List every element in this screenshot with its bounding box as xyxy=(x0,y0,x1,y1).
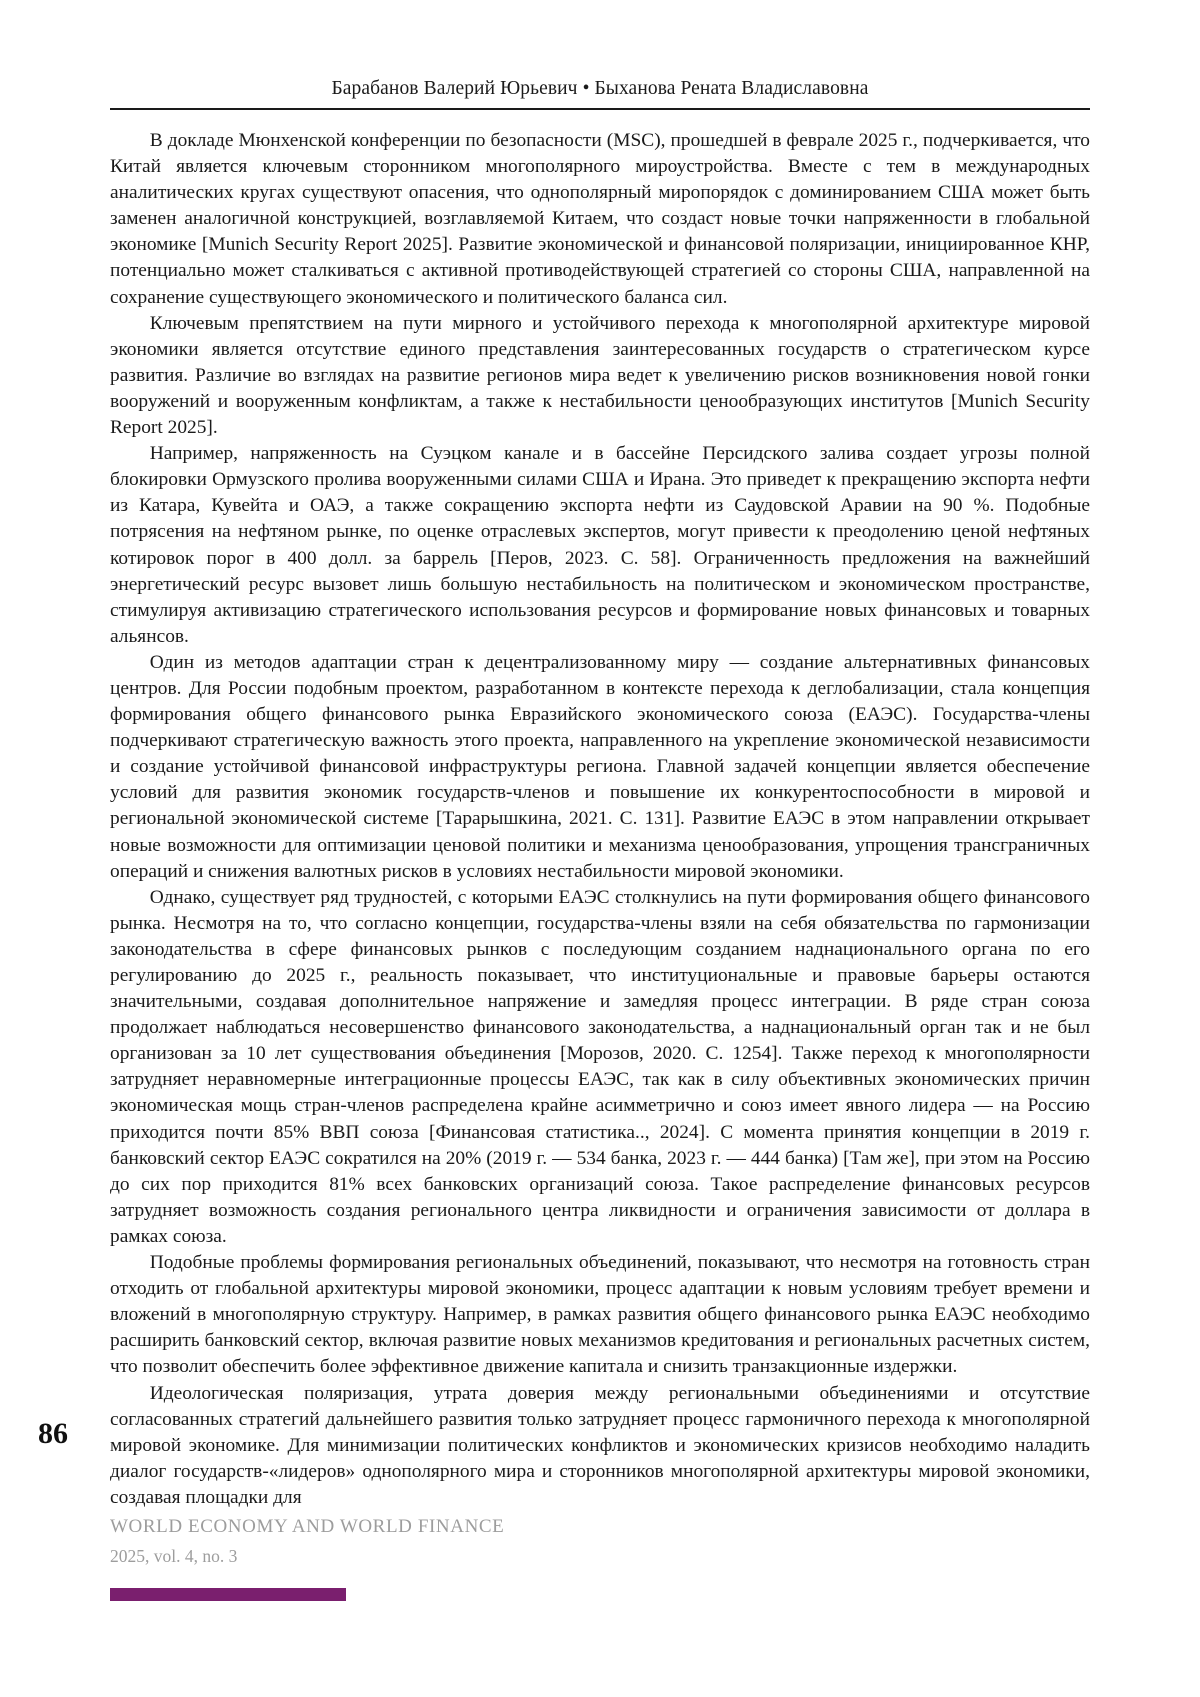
paragraph: Идеологическая поляризация, утрата доверия между региональными объединениями и отсутствие согласованных стратегий дальнейшего развития только затрудняет процесс гармоничного перехода к многополярной мировой экономике. Для минимизации политических конфликтов и экономических кризисов необходимо наладить диалог государств-«лидеров» однополярного мира и сторонников многополярной архитектуры мировой экономики, создавая площадки для xyxy=(110,1382,1090,1508)
paragraph: В докладе Мюнхенской конференции по безопасности (MSC), прошедшей в феврале 2025 г., подчеркивается, что Китай является ключевым сторонником многополярного мироустройства. Вместе с тем в международных аналитических кругах существуют опасения, что однополярный миропорядок с доминированием США может быть заменен аналогичной конструкцией, возглавляемой Китаем, что создаст новые точки напряженности в глобальной экономике [Munich Security Report 2025]. Развитие экономической и финансовой поляризации, инициированное КНР, потенциально может сталкиваться с активной противодействующей стратегией со стороны США, направленной на сохранение существующего экономического и политического баланса сил. xyxy=(110,130,1090,308)
footer-journal-title: WORLD ECONOMY AND WORLD FINANCE xyxy=(110,1516,505,1537)
paragraph: Ключевым препятствием на пути мирного и устойчивого перехода к многополярной архитектуре мировой экономики является отсутствие единого представления заинтересованных государств о стратегическом курсе развития. Различие во взглядах на развитие регионов мира ведет к увеличению рисков возникновения новой гонки вооружений и вооруженным конфликтам, а также к нестабильности ценообразующих институтов [Munich Security Report 2025]. xyxy=(110,312,1090,439)
paragraph: Например, напряженность на Суэцком канале и в бассейне Персидского залива создает угрозы полной блокировки Ормузского пролива вооруженными силами США и Ирана. Это приведет к прекращению экспорта нефти из Катара, Кувейта и ОАЭ, а также сокращению экспорта нефти из Саудовской Аравии на 90 %. Подобные потрясения на нефтяном рынке, по оценке отраслевых экспертов, могут привести к преодолению ценой нефтяных котировок порог в 400 долл. за баррель [Перов, 2023. С. 58]. Ограниченность предложения на важнейший энергетический ресурс вызовет лишь большую нестабильность на политическом и экономическом пространстве, стимулируя активизацию стратегического использования ресурсов и формирование новых финансовых и товарных альянсов. xyxy=(110,443,1090,647)
page-number: 86 xyxy=(38,1417,68,1450)
paragraph: Один из методов адаптации стран к децентрализованному миру — создание альтернативных финансовых центров. Для России подобным проектом, разработанном в контексте перехода к деглобализации, стала концепция формирования общего финансового рынка Евразийского экономического союза (ЕАЭС). Государства-члены подчеркивают стратегическую важность этого проекта, направленного на укрепление экономической независимости и создание устойчивой финансовой инфраструктуры региона. Главной задачей концепции является обеспечение условий для развития экономик государств-членов и повышение их конкурентоспособности в мировой и региональной экономической системе [Тарарышкина, 2021. С. 131]. Развитие ЕАЭС в этом направлении открывает новые возможности для оптимизации ценовой политики и механизма ценообразования, упрощения трансграничных операций и снижения валютных рисков в условиях нестабильности мировой экономики. xyxy=(110,651,1090,882)
footer-accent-bar xyxy=(110,1588,346,1601)
header-divider xyxy=(110,108,1090,110)
body-text-column xyxy=(110,128,1090,1511)
paragraph: Подобные проблемы формирования региональных объединений, показывают, что несмотря на готовность стран отходить от глобальной архитектуры мировой экономики, процесс адаптации к новым условиям требует времени и вложений в многополярную структуру. Например, в рамках развития общего финансового рынка ЕАЭС необходимо расширить банковский сектор, включая развитие новых механизмов кредитования и региональных расчетных систем, что позволит обеспечить более эффективное движение капитала и снизить транзакционные издержки. xyxy=(110,1252,1090,1378)
running-head: Барабанов Валерий Юрьевич • Быханова Рената Владиславовна xyxy=(331,78,869,99)
footer-issue-info: 2025, vol. 4, no. 3 xyxy=(110,1546,238,1566)
paragraph: Однако, существует ряд трудностей, с которыми ЕАЭС столкнулись на пути формирования общего финансового рынка. Несмотря на то, что согласно концепции, государства-члены взяли на себя обязательства по гармонизации законодательства в сфере финансовых рынков с последующим созданием наднационального органа по его регулированию до 2025 г., реальность показывает, что институциональные и правовые барьеры остаются значительными, создавая дополнительное напряжение и замедляя процесс интеграции. В ряде стран союза продолжает наблюдаться несовершенство финансового законодательства, а наднациональный орган так и не был организован за 10 лет существования объединения [Морозов, 2020. С. 1254]. Также переход к многополярности затрудняет неравномерные интеграционные процессы ЕАЭС, так как в силу объективных экономических причин экономическая мощь стран-членов распределена крайне асимметрично и союз имеет явного лидера — на Россию приходится почти 85% ВВП союза [Финансовая статистика.., 2024]. С момента принятия концепции в 2019 г. банковский сектор ЕАЭС сократился на 20% (2019 г. — 534 банка, 2023 г. — 444 банка) [Там же], при этом на Россию до сих пор приходится 81% всех банковских организаций союза. Такое распределение финансовых ресурсов затрудняет возможность создания регионального центра ликвидности и ограничения зависимости от доллара в рамках союза. xyxy=(110,886,1090,1247)
